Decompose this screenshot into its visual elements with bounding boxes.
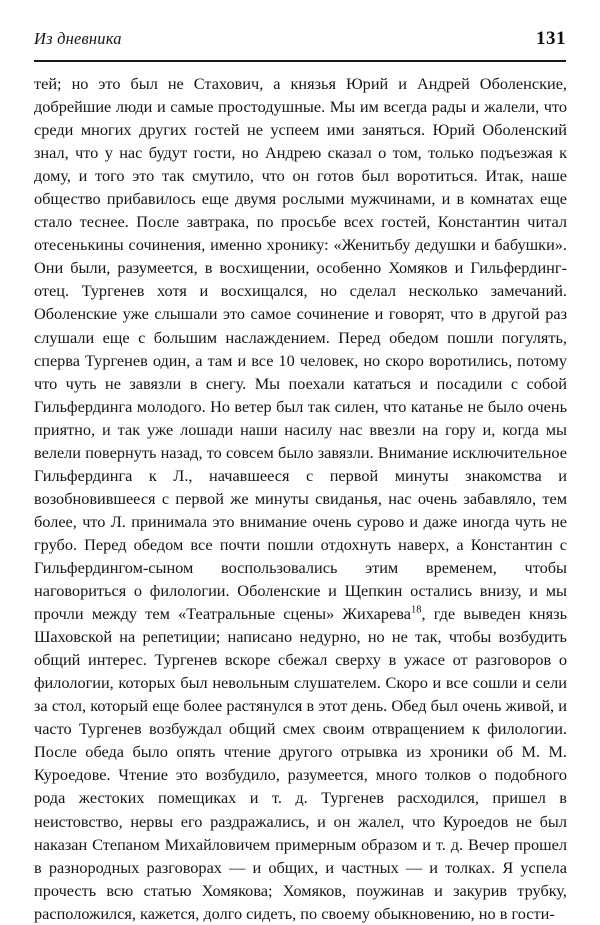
running-title: Из дневника	[34, 29, 122, 48]
page-body	[34, 72, 567, 925]
body-text-part-1: тей; но это был не Стахович, а князья Юрий и Андрей Оболенские, добрейшие люди и самые простодушные. Мы им всегда рады и жалели, что среди многих других гостей не успеем ими заняться. Юрий Оболенский знал, что у нас будут гости, но Андрею сказал о том, только подъезжая к дому, и того это так смутило, что он готов был воротиться. Итак, наше общество прибавилось еще двумя рослыми мужчинами, и в комнатах еще стало теснее. После завтрака, по просьбе всех гостей, Константин читал отесенькины сочинения, именно хронику: «Женитьбу дедушки и бабушки». Они были, разумеется, в восхищении, особенно Хомяков и Гильфердинг-отец. Тургенев хотя и восхищался, но сделал несколько замечаний. Оболенские уже слышали это самое сочинение и говорят, что в другой раз слушали еще с большим наслаждением. Перед обедом пошли погулять, сперва Тургенев один, а там и все 10 человек, но скоро воротились, потому что чуть не завязли в снегу. Мы поехали кататься и посадили с собой Гильфердинга молодого. Но ветер был так силен, что катанье не было очень приятно, и так уже лошади наши насилу нас ввезли на гору и, когда мы велели повернуть назад, то совсем было завязли. Внимание исключительное Гильфердинга к Л., начавшееся с первой минуты знакомства и возобновившееся с первой же минуты свиданья, нас очень забавляло, тем более, что Л. принимала это внимание очень сурово и даже иногда чуть не грубо. Перед обедом все почти пошли отдохнуть наверх, а Константин с Гильфердингом-сыном воспользовались этим временем, чтобы наговориться о филологии. Оболенские и Щепкин остались внизу, и мы прочли между тем «Театральные сцены» Жихарева	[34, 74, 567, 624]
body-text-part-2: , где выведен князь Шаховской на репетиции; написано недурно, но не так, чтобы возбудить общий интерес. Тургенев вскоре сбежал сверху в ужасе от разговоров о филологии, которых был невольным слушателем. Скоро и все сошли и сели за стол, который еще более растянулся в этот день. Обед был очень живой, и часто Тургенев возбуждал общий смех своим отвращением к филологии. После обеда было опять чтение другого отрывка из хроники об М. М. Куроедове. Чтение это возбудило, разумеется, много толков о подобного рода жестоких помещиках и т. д. Тургенев расходился, пришел в неистовство, нервы его раздражались, и он жалел, что Куроедов не был наказан Степаном Михайловичем примерным образом и т. д. Вечер прошел в разнородных разговорах — и общих, и частных — и толках. Я успела прочесть всю статью Хомякова; Хомяков, поужинав и закурив трубку, расположился, кажется, долго сидеть, по своему обыкновению, но в гости-	[34, 604, 567, 923]
footnote-reference: 18	[410, 604, 422, 616]
page-number: 131	[536, 28, 566, 49]
page-header	[34, 28, 566, 58]
header-rule	[34, 60, 566, 62]
body-paragraph	[34, 72, 567, 925]
